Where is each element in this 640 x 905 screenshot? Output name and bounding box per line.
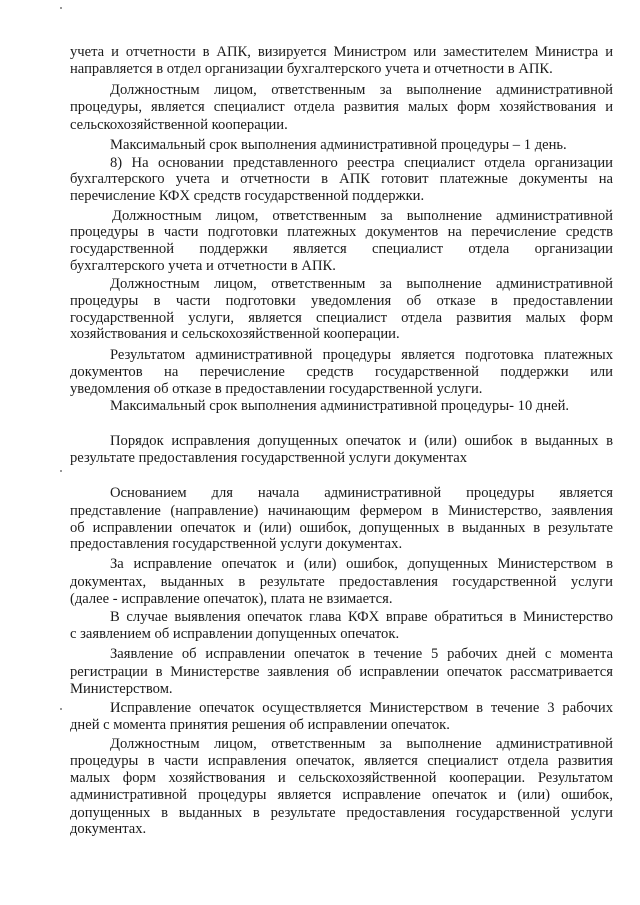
text-line: документах. (70, 821, 147, 837)
text-line: документов на перечисление средств государственной поддержки или (70, 364, 613, 380)
text-line: учета и отчетности в АПК, визируется Министром или заместителем Министра и (70, 44, 613, 60)
text-line: бухгалтерского учета и отчетности в АПК готовит платежные документы на (70, 171, 613, 187)
text-line: малых форм хозяйствования и сельскохозяйственной кооперации. Результатом (70, 770, 613, 786)
text-line: предоставления государственной услуги документах. (70, 536, 403, 552)
scan-speck (60, 470, 62, 472)
text-line: сельскохозяйственной кооперации. (70, 117, 288, 133)
text-line: представление (направление) начинающим фермером в Министерство, заявления (70, 503, 613, 519)
text-line: Должностным лицом, ответственным за выполнение административной (110, 82, 613, 98)
text-line: В случае выявления опечаток глава КФХ вправе обратиться в Министерство (110, 609, 613, 625)
text-line: Максимальный срок выполнения административной процедуры- 10 дней. (110, 398, 570, 414)
text-line: 8) На основании представленного реестра специалист отдела организации (110, 155, 613, 171)
text-line: государственной услуги, является специалист отдела развития малых форм (70, 310, 613, 326)
text-line: административной процедуры является исправление опечаток и (или) ошибок, (70, 787, 613, 803)
text-line: перечисление КФХ средств государственной поддержки. (70, 188, 425, 204)
text-line: государственной поддержки является специалист отдела организации (70, 241, 613, 257)
text-line: бухгалтерского учета и отчетности в АПК. (70, 258, 336, 274)
text-line: За исправление опечаток и (или) ошибок, допущенных Министерством в (110, 556, 613, 572)
text-line: процедуры в части исправления опечаток, является специалист отдела развития (70, 753, 613, 769)
scan-speck (60, 708, 62, 710)
text-line: процедуры в части подготовки уведомления об отказе в предоставлении (70, 293, 613, 309)
text-line: Министерством. (70, 681, 173, 697)
text-line: (далее - исправление опечаток), плата не взимается. (70, 591, 393, 607)
text-line: об исправлении опечаток и (или) ошибок, допущенных в выданных в результате (70, 520, 613, 536)
scan-speck (60, 7, 62, 9)
text-line: с заявлением об исправлении допущенных опечаток. (70, 626, 400, 642)
text-line: процедуры, является специалист отдела развития малых форм хозяйствования и (70, 99, 613, 115)
text-line: Исправление опечаток осуществляется Министерством в течение 3 рабочих (110, 700, 613, 716)
text-line: результате предоставления государственной услуги документах (70, 450, 468, 466)
text-line: допущенных в выданных в результате предоставления государственной услуги (70, 805, 613, 821)
text-line: уведомления об отказе в предоставлении государственной услуги. (70, 381, 483, 397)
text-line: Должностным лицом, ответственным за выполнение административной (112, 208, 613, 224)
text-line: документах, выданных в результате предоставления государственной услуги (70, 574, 613, 590)
text-line: Порядок исправления допущенных опечаток и (или) ошибок в выданных в (110, 433, 613, 449)
text-line: Результатом административной процедуры является подготовка платежных (110, 347, 613, 363)
text-line: хозяйствования и сельскохозяйственной кооперации. (70, 326, 400, 342)
text-line: Максимальный срок выполнения административной процедуры – 1 день. (110, 137, 567, 153)
text-line: регистрации в Министерстве заявления об исправлении опечаток рассматривается (70, 664, 613, 680)
text-line: направляется в отдел организации бухгалтерского учета и отчетности в АПК. (70, 61, 553, 77)
text-line: Основанием для начала административной процедуры является (110, 485, 613, 501)
text-line: дней с момента принятия решения об исправлении опечаток. (70, 717, 450, 733)
text-line: Должностным лицом, ответственным за выполнение административной (110, 736, 613, 752)
text-line: Заявление об исправлении опечаток в течение 5 рабочих дней с момента (110, 646, 613, 662)
text-line: Должностным лицом, ответственным за выполнение административной (110, 276, 613, 292)
text-line: процедуры в части подготовки платежных документов на перечисление средств (70, 224, 613, 240)
